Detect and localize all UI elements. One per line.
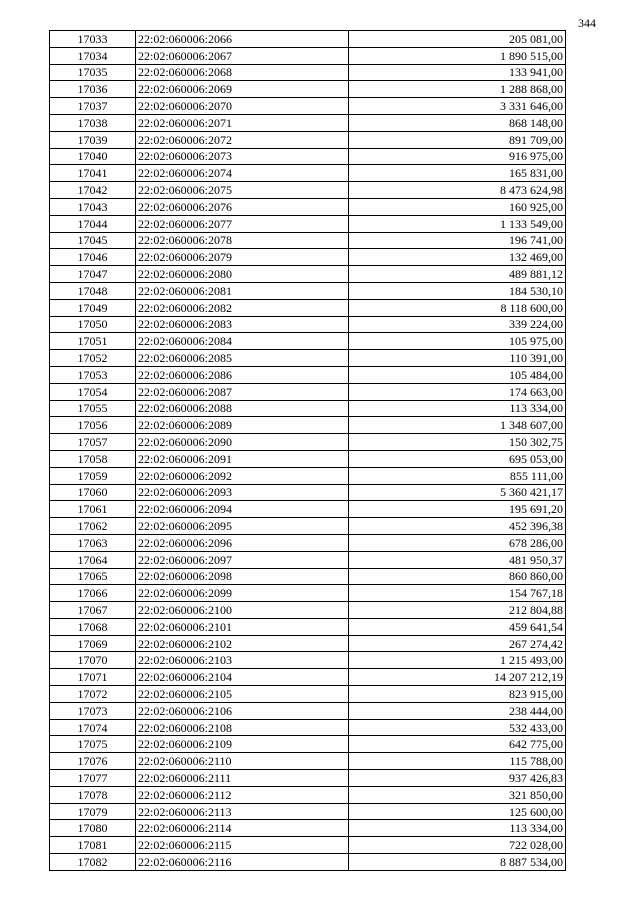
cadastral-value-cell: 532 433,00 bbox=[349, 719, 566, 736]
cadastral-number-cell: 22:02:060006:2096 bbox=[136, 534, 349, 551]
row-number-cell: 17034 bbox=[50, 47, 136, 64]
table-row bbox=[50, 635, 566, 652]
row-number-cell: 17078 bbox=[50, 786, 136, 803]
table-row bbox=[50, 198, 566, 215]
table-row bbox=[50, 383, 566, 400]
cadastral-value-cell: 115 788,00 bbox=[349, 753, 566, 770]
cadastral-value-cell: 105 975,00 bbox=[349, 333, 566, 350]
cadastral-number-cell: 22:02:060006:2094 bbox=[136, 501, 349, 518]
table-row bbox=[50, 182, 566, 199]
cadastral-value-cell: 14 207 212,19 bbox=[349, 669, 566, 686]
cadastral-value-cell: 113 334,00 bbox=[349, 820, 566, 837]
row-number-cell: 17076 bbox=[50, 753, 136, 770]
cadastral-number-cell: 22:02:060006:2099 bbox=[136, 585, 349, 602]
cadastral-number-cell: 22:02:060006:2074 bbox=[136, 165, 349, 182]
row-number-cell: 17060 bbox=[50, 484, 136, 501]
table-row bbox=[50, 518, 566, 535]
table-row bbox=[50, 232, 566, 249]
registry-table bbox=[49, 30, 566, 871]
cadastral-value-cell: 891 709,00 bbox=[349, 131, 566, 148]
cadastral-value-cell: 113 334,00 bbox=[349, 400, 566, 417]
cadastral-number-cell: 22:02:060006:2097 bbox=[136, 551, 349, 568]
cadastral-number-cell: 22:02:060006:2106 bbox=[136, 702, 349, 719]
row-number-cell: 17075 bbox=[50, 736, 136, 753]
cadastral-value-cell: 695 053,00 bbox=[349, 450, 566, 467]
cadastral-value-cell: 150 302,75 bbox=[349, 434, 566, 451]
table-row bbox=[50, 786, 566, 803]
table-row bbox=[50, 131, 566, 148]
cadastral-value-cell: 489 881,12 bbox=[349, 266, 566, 283]
cadastral-number-cell: 22:02:060006:2108 bbox=[136, 719, 349, 736]
table-row bbox=[50, 568, 566, 585]
cadastral-value-cell: 855 111,00 bbox=[349, 467, 566, 484]
table-row bbox=[50, 417, 566, 434]
cadastral-number-cell: 22:02:060006:2070 bbox=[136, 98, 349, 115]
cadastral-value-cell: 481 950,37 bbox=[349, 551, 566, 568]
cadastral-number-cell: 22:02:060006:2081 bbox=[136, 282, 349, 299]
cadastral-number-cell: 22:02:060006:2067 bbox=[136, 47, 349, 64]
table-row bbox=[50, 501, 566, 518]
table-row bbox=[50, 98, 566, 115]
table-row bbox=[50, 282, 566, 299]
row-number-cell: 17061 bbox=[50, 501, 136, 518]
row-number-cell: 17071 bbox=[50, 669, 136, 686]
row-number-cell: 17041 bbox=[50, 165, 136, 182]
cadastral-value-cell: 1 288 868,00 bbox=[349, 81, 566, 98]
table-row bbox=[50, 81, 566, 98]
cadastral-number-cell: 22:02:060006:2109 bbox=[136, 736, 349, 753]
cadastral-number-cell: 22:02:060006:2089 bbox=[136, 417, 349, 434]
cadastral-number-cell: 22:02:060006:2113 bbox=[136, 803, 349, 820]
row-number-cell: 17056 bbox=[50, 417, 136, 434]
cadastral-number-cell: 22:02:060006:2116 bbox=[136, 854, 349, 871]
table-row bbox=[50, 753, 566, 770]
table-row bbox=[50, 736, 566, 753]
table-row bbox=[50, 450, 566, 467]
table-row bbox=[50, 467, 566, 484]
cadastral-number-cell: 22:02:060006:2071 bbox=[136, 114, 349, 131]
row-number-cell: 17045 bbox=[50, 232, 136, 249]
table-row bbox=[50, 820, 566, 837]
cadastral-number-cell: 22:02:060006:2100 bbox=[136, 602, 349, 619]
cadastral-value-cell: 125 600,00 bbox=[349, 803, 566, 820]
row-number-cell: 17037 bbox=[50, 98, 136, 115]
row-number-cell: 17066 bbox=[50, 585, 136, 602]
table-row bbox=[50, 299, 566, 316]
cadastral-value-cell: 3 331 646,00 bbox=[349, 98, 566, 115]
cadastral-number-cell: 22:02:060006:2073 bbox=[136, 148, 349, 165]
cadastral-value-cell: 238 444,00 bbox=[349, 702, 566, 719]
cadastral-number-cell: 22:02:060006:2103 bbox=[136, 652, 349, 669]
row-number-cell: 17073 bbox=[50, 702, 136, 719]
cadastral-value-cell: 916 975,00 bbox=[349, 148, 566, 165]
cadastral-number-cell: 22:02:060006:2069 bbox=[136, 81, 349, 98]
cadastral-value-cell: 133 941,00 bbox=[349, 64, 566, 81]
row-number-cell: 17074 bbox=[50, 719, 136, 736]
row-number-cell: 17077 bbox=[50, 770, 136, 787]
cadastral-number-cell: 22:02:060006:2066 bbox=[136, 31, 349, 48]
row-number-cell: 17079 bbox=[50, 803, 136, 820]
cadastral-number-cell: 22:02:060006:2082 bbox=[136, 299, 349, 316]
table-row bbox=[50, 702, 566, 719]
cadastral-value-cell: 459 641,54 bbox=[349, 618, 566, 635]
row-number-cell: 17058 bbox=[50, 450, 136, 467]
cadastral-number-cell: 22:02:060006:2111 bbox=[136, 770, 349, 787]
row-number-cell: 17049 bbox=[50, 299, 136, 316]
cadastral-value-cell: 184 530,10 bbox=[349, 282, 566, 299]
row-number-cell: 17052 bbox=[50, 350, 136, 367]
cadastral-value-cell: 5 360 421,17 bbox=[349, 484, 566, 501]
table-row bbox=[50, 316, 566, 333]
cadastral-number-cell: 22:02:060006:2086 bbox=[136, 366, 349, 383]
cadastral-value-cell: 165 831,00 bbox=[349, 165, 566, 182]
cadastral-value-cell: 452 396,38 bbox=[349, 518, 566, 535]
page-number: 344 bbox=[578, 16, 596, 30]
table-row bbox=[50, 266, 566, 283]
table-row bbox=[50, 534, 566, 551]
cadastral-value-cell: 195 691,20 bbox=[349, 501, 566, 518]
table-row bbox=[50, 333, 566, 350]
table-row bbox=[50, 618, 566, 635]
row-number-cell: 17042 bbox=[50, 182, 136, 199]
cadastral-number-cell: 22:02:060006:2084 bbox=[136, 333, 349, 350]
row-number-cell: 17067 bbox=[50, 602, 136, 619]
table-row bbox=[50, 31, 566, 48]
row-number-cell: 17065 bbox=[50, 568, 136, 585]
row-number-cell: 17036 bbox=[50, 81, 136, 98]
table-row bbox=[50, 585, 566, 602]
row-number-cell: 17040 bbox=[50, 148, 136, 165]
row-number-cell: 17053 bbox=[50, 366, 136, 383]
row-number-cell: 17055 bbox=[50, 400, 136, 417]
cadastral-value-cell: 937 426,83 bbox=[349, 770, 566, 787]
cadastral-number-cell: 22:02:060006:2072 bbox=[136, 131, 349, 148]
table-row bbox=[50, 686, 566, 703]
cadastral-value-cell: 154 767,18 bbox=[349, 585, 566, 602]
row-number-cell: 17038 bbox=[50, 114, 136, 131]
row-number-cell: 17035 bbox=[50, 64, 136, 81]
cadastral-number-cell: 22:02:060006:2110 bbox=[136, 753, 349, 770]
table-row bbox=[50, 47, 566, 64]
row-number-cell: 17047 bbox=[50, 266, 136, 283]
row-number-cell: 17033 bbox=[50, 31, 136, 48]
cadastral-number-cell: 22:02:060006:2105 bbox=[136, 686, 349, 703]
cadastral-value-cell: 8 473 624,98 bbox=[349, 182, 566, 199]
table-row bbox=[50, 215, 566, 232]
table-row bbox=[50, 854, 566, 871]
cadastral-value-cell: 1 133 549,00 bbox=[349, 215, 566, 232]
cadastral-number-cell: 22:02:060006:2083 bbox=[136, 316, 349, 333]
row-number-cell: 17039 bbox=[50, 131, 136, 148]
cadastral-value-cell: 205 081,00 bbox=[349, 31, 566, 48]
cadastral-number-cell: 22:02:060006:2076 bbox=[136, 198, 349, 215]
table-row bbox=[50, 551, 566, 568]
row-number-cell: 17062 bbox=[50, 518, 136, 535]
cadastral-number-cell: 22:02:060006:2088 bbox=[136, 400, 349, 417]
cadastral-number-cell: 22:02:060006:2114 bbox=[136, 820, 349, 837]
row-number-cell: 17044 bbox=[50, 215, 136, 232]
cadastral-value-cell: 722 028,00 bbox=[349, 837, 566, 854]
cadastral-number-cell: 22:02:060006:2091 bbox=[136, 450, 349, 467]
table-row bbox=[50, 165, 566, 182]
table-row bbox=[50, 484, 566, 501]
row-number-cell: 17082 bbox=[50, 854, 136, 871]
row-number-cell: 17081 bbox=[50, 837, 136, 854]
row-number-cell: 17064 bbox=[50, 551, 136, 568]
table-row bbox=[50, 350, 566, 367]
cadastral-value-cell: 267 274,42 bbox=[349, 635, 566, 652]
cadastral-number-cell: 22:02:060006:2112 bbox=[136, 786, 349, 803]
cadastral-value-cell: 339 224,00 bbox=[349, 316, 566, 333]
cadastral-number-cell: 22:02:060006:2085 bbox=[136, 350, 349, 367]
cadastral-value-cell: 174 663,00 bbox=[349, 383, 566, 400]
row-number-cell: 17068 bbox=[50, 618, 136, 635]
cadastral-number-cell: 22:02:060006:2101 bbox=[136, 618, 349, 635]
cadastral-value-cell: 105 484,00 bbox=[349, 366, 566, 383]
cadastral-value-cell: 1 348 607,00 bbox=[349, 417, 566, 434]
cadastral-number-cell: 22:02:060006:2077 bbox=[136, 215, 349, 232]
table-row bbox=[50, 114, 566, 131]
table-row bbox=[50, 669, 566, 686]
cadastral-number-cell: 22:02:060006:2102 bbox=[136, 635, 349, 652]
cadastral-number-cell: 22:02:060006:2087 bbox=[136, 383, 349, 400]
cadastral-number-cell: 22:02:060006:2092 bbox=[136, 467, 349, 484]
table-row bbox=[50, 64, 566, 81]
table-row bbox=[50, 719, 566, 736]
cadastral-value-cell: 678 286,00 bbox=[349, 534, 566, 551]
cadastral-value-cell: 8 887 534,00 bbox=[349, 854, 566, 871]
row-number-cell: 17051 bbox=[50, 333, 136, 350]
cadastral-number-cell: 22:02:060006:2079 bbox=[136, 249, 349, 266]
table-row bbox=[50, 602, 566, 619]
table-row bbox=[50, 434, 566, 451]
table-row bbox=[50, 249, 566, 266]
row-number-cell: 17054 bbox=[50, 383, 136, 400]
cadastral-number-cell: 22:02:060006:2078 bbox=[136, 232, 349, 249]
cadastral-value-cell: 1 215 493,00 bbox=[349, 652, 566, 669]
row-number-cell: 17043 bbox=[50, 198, 136, 215]
table-row bbox=[50, 803, 566, 820]
cadastral-number-cell: 22:02:060006:2080 bbox=[136, 266, 349, 283]
cadastral-value-cell: 160 925,00 bbox=[349, 198, 566, 215]
cadastral-number-cell: 22:02:060006:2093 bbox=[136, 484, 349, 501]
cadastral-number-cell: 22:02:060006:2090 bbox=[136, 434, 349, 451]
row-number-cell: 17072 bbox=[50, 686, 136, 703]
row-number-cell: 17080 bbox=[50, 820, 136, 837]
registry-table-body bbox=[50, 31, 566, 871]
row-number-cell: 17046 bbox=[50, 249, 136, 266]
row-number-cell: 17059 bbox=[50, 467, 136, 484]
cadastral-number-cell: 22:02:060006:2098 bbox=[136, 568, 349, 585]
table-row bbox=[50, 148, 566, 165]
cadastral-number-cell: 22:02:060006:2104 bbox=[136, 669, 349, 686]
row-number-cell: 17050 bbox=[50, 316, 136, 333]
cadastral-value-cell: 321 850,00 bbox=[349, 786, 566, 803]
cadastral-value-cell: 110 391,00 bbox=[349, 350, 566, 367]
cadastral-number-cell: 22:02:060006:2095 bbox=[136, 518, 349, 535]
table-row bbox=[50, 770, 566, 787]
row-number-cell: 17063 bbox=[50, 534, 136, 551]
cadastral-value-cell: 642 775,00 bbox=[349, 736, 566, 753]
cadastral-value-cell: 132 469,00 bbox=[349, 249, 566, 266]
table-row bbox=[50, 366, 566, 383]
cadastral-value-cell: 823 915,00 bbox=[349, 686, 566, 703]
row-number-cell: 17057 bbox=[50, 434, 136, 451]
cadastral-value-cell: 860 860,00 bbox=[349, 568, 566, 585]
table-row bbox=[50, 400, 566, 417]
cadastral-value-cell: 868 148,00 bbox=[349, 114, 566, 131]
cadastral-value-cell: 212 804,88 bbox=[349, 602, 566, 619]
table-row bbox=[50, 837, 566, 854]
cadastral-number-cell: 22:02:060006:2068 bbox=[136, 64, 349, 81]
cadastral-value-cell: 1 890 515,00 bbox=[349, 47, 566, 64]
table-row bbox=[50, 652, 566, 669]
row-number-cell: 17069 bbox=[50, 635, 136, 652]
row-number-cell: 17070 bbox=[50, 652, 136, 669]
cadastral-value-cell: 196 741,00 bbox=[349, 232, 566, 249]
cadastral-value-cell: 8 118 600,00 bbox=[349, 299, 566, 316]
cadastral-number-cell: 22:02:060006:2115 bbox=[136, 837, 349, 854]
cadastral-number-cell: 22:02:060006:2075 bbox=[136, 182, 349, 199]
row-number-cell: 17048 bbox=[50, 282, 136, 299]
